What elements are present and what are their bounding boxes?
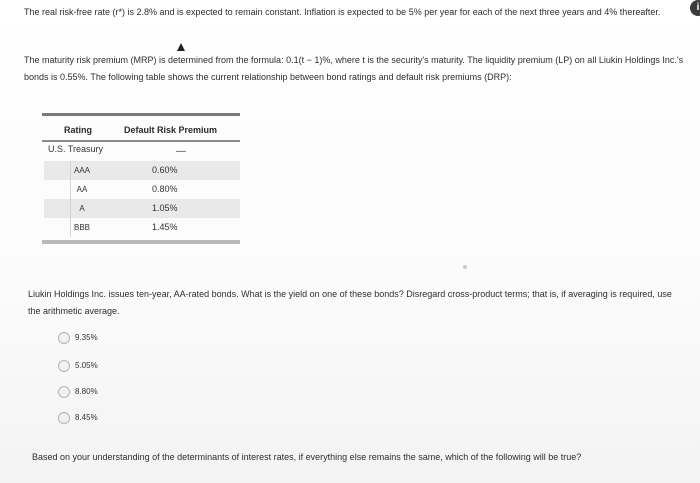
question-2-text: Based on your understanding of the determinants of interest rates, if everything else remains the same, which of the following will be true? bbox=[32, 452, 582, 462]
question-1-text: Liukin Holdings Inc. issues ten-year, AA-rated bonds. What is the yield on one of these bonds? Disregard cross-product terms; that is, if averaging is required, use the arithmetic average. bbox=[28, 289, 672, 316]
table-row bbox=[44, 161, 240, 180]
radio-button[interactable] bbox=[58, 386, 70, 398]
drp-cell: 1.45% bbox=[152, 222, 178, 232]
radio-button[interactable] bbox=[58, 332, 70, 344]
header-rating: Rating bbox=[64, 125, 92, 135]
drp-cell: 1.05% bbox=[152, 203, 178, 213]
intro-paragraph-2: The maturity risk premium (MRP) is determined from the formula: 0.1(t − 1)%, where t is the security's maturity. The liquidity premium (LP) on all Liukin Holdings Inc.'s bonds is 0.55%. The following table shows the current relationship between bond ratings and default risk premiums (DRP): bbox=[24, 55, 684, 82]
rating-cell: AAA bbox=[73, 166, 90, 175]
table-row bbox=[44, 180, 240, 199]
radio-button[interactable] bbox=[58, 360, 70, 372]
rating-cell: BBB bbox=[73, 223, 90, 232]
stray-dot bbox=[463, 265, 467, 269]
option-label: 9.35% bbox=[75, 333, 98, 342]
option-label: 8.45% bbox=[75, 413, 98, 422]
table-row bbox=[44, 199, 240, 218]
header-drp: Default Risk Premium bbox=[124, 125, 218, 135]
column-divider bbox=[70, 161, 71, 237]
treasury-label: U.S. Treasury bbox=[48, 144, 104, 154]
mouse-cursor-icon bbox=[177, 43, 185, 51]
option-label: 5.05% bbox=[75, 361, 98, 370]
info-icon[interactable]: i bbox=[690, 0, 700, 16]
rating-cell: AA bbox=[76, 185, 88, 194]
intro-paragraph-1: The real risk-free rate (r*) is 2.8% and is expected to remain constant. Inflation is expected to be 5% per year for each of the next three years and 4% thereafter. bbox=[24, 7, 661, 17]
table-row bbox=[44, 218, 240, 237]
option-label: 8.80% bbox=[75, 387, 98, 396]
table-top-rule bbox=[42, 113, 240, 116]
table-header-rule bbox=[42, 140, 240, 142]
rating-cell: A bbox=[79, 204, 85, 213]
table-bottom-rule bbox=[42, 240, 240, 244]
drp-cell: 0.60% bbox=[152, 165, 178, 175]
drp-cell: 0.80% bbox=[152, 184, 178, 194]
radio-button[interactable] bbox=[58, 412, 70, 424]
treasury-drp: — bbox=[176, 146, 186, 157]
